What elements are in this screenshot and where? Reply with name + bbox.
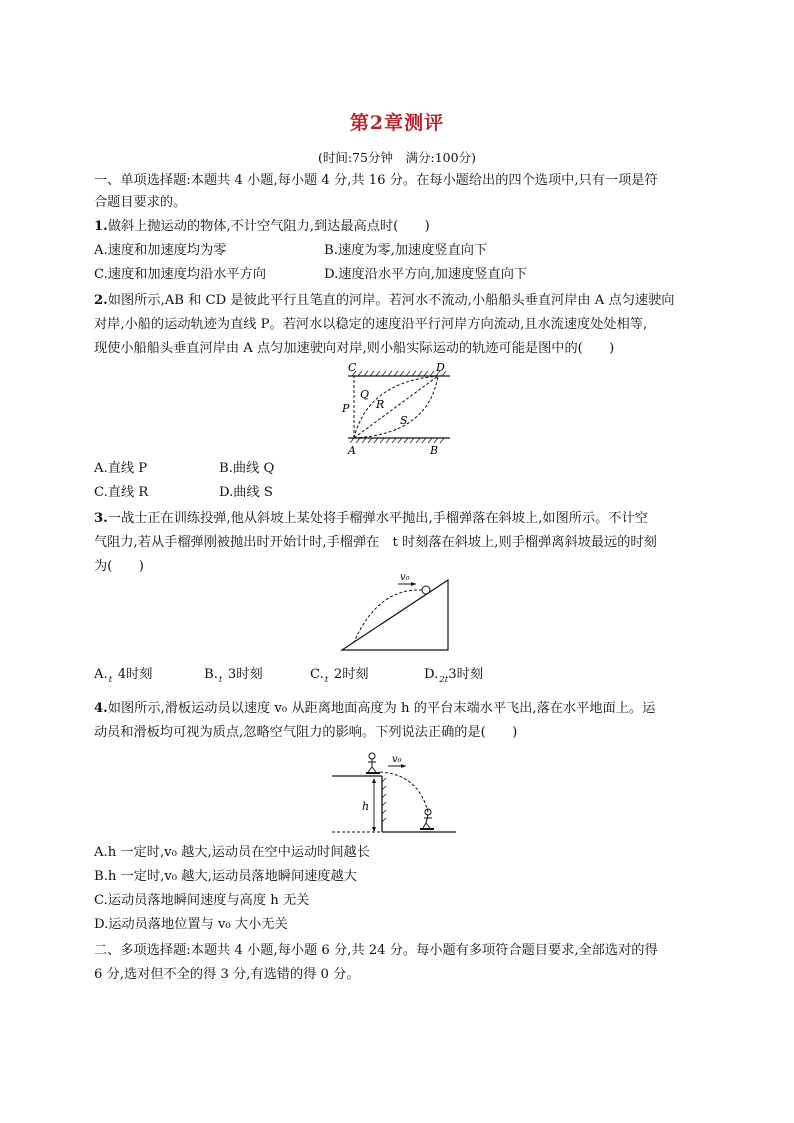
label-q: Q [360, 388, 370, 401]
label-v0-skate: v₀ [392, 754, 402, 765]
q4-number: 4. [94, 701, 108, 716]
q1-number: 1. [94, 219, 108, 234]
q1-text: 做斜上抛运动的物体,不计空气阻力,到达最高点时( ) [107, 219, 430, 234]
q4-option-a: A.h 一定时,v₀ 越大,运动员在空中运动时间越长 [94, 845, 370, 860]
q2-option-c: C.直线 R [94, 485, 149, 500]
section2-heading-line1: 二、多项选择题:本题共 4 小题,每小题 6 分,共 24 分。每小题有多项符合题目要求,全部选对的得 [94, 943, 658, 958]
q2-number: 2. [94, 293, 108, 308]
exam-info: (时间:75分钟 满分:100分) [318, 150, 476, 165]
q1-option-c: C.速度和加速度均沿水平方向 [94, 267, 267, 282]
label-s: S [400, 414, 408, 427]
section2-heading-line2: 6 分,选对但不全的得 3 分,有选错的得 0 分。 [94, 967, 360, 982]
q3-option-c: C. t 2时刻 [310, 667, 369, 685]
q4-stem-line1 [94, 698, 700, 720]
label-b: B [430, 444, 439, 457]
q3-stem-line2: 气阻力,若从手榴弹刚被抛出时开始计时,手榴弹在 t 时刻落在斜坡上,则手榴弹离斜坡最远的时刻 [94, 535, 657, 550]
label-d: D [436, 361, 445, 374]
river-diagram [338, 360, 458, 460]
label-c: C [348, 361, 357, 374]
q4-option-b: B.h 一定时,v₀ 越大,运动员落地瞬间速度越大 [94, 869, 357, 884]
q3-text-line1: 一战士正在训练投弹,他从斜坡上某处将手榴弹水平抛出,手榴弹落在斜坡上,如图所示。不计空 [107, 511, 648, 526]
q1-option-b: B.速度为零,加速度竖直向下 [324, 243, 488, 258]
q2-text-line1: 如图所示,AB 和 CD 是彼此平行且笔直的河岸。若河水不流动,小船船头垂直河岸由 A 点匀速驶向 [107, 293, 675, 308]
q1-stem [94, 216, 700, 238]
label-r: R [376, 398, 385, 411]
label-p: P [342, 402, 350, 415]
section1-heading-line2: 合题目要求的。 [94, 195, 187, 210]
q3-stem-line3: 为( ) [94, 559, 144, 574]
q3-number: 3. [94, 511, 108, 526]
q1-option-a: A.速度和加速度均为零 [94, 243, 227, 258]
q2-stem-line2: 对岸,小船的运动轨迹为直线 P。若河水以稳定的速度沿平行河岸方向流动,且水流速度处处相等, [94, 317, 648, 332]
label-a: A [348, 444, 356, 457]
q2-stem-line3: 现使小船船头垂直河岸由 A 点匀加速驶向对岸,则小船实际运动的轨迹可能是图中的( ) [94, 341, 615, 356]
slope-diagram [338, 572, 458, 654]
q2-option-b: B.曲线 Q [219, 461, 275, 476]
page-title: 第2章测评 [349, 112, 445, 134]
q4-option-c: C.运动员落地瞬间速度与高度 h 无关 [94, 893, 310, 908]
section1-heading-line1: 一、单项选择题:本题共 4 小题,每小题 4 分,共 16 分。在每小题给出的四个选项中,只有一项是符 [94, 173, 658, 188]
q2-option-a: A.直线 P [94, 461, 148, 476]
label-h: h [362, 800, 370, 813]
label-v0: v₀ [400, 572, 410, 583]
q1-option-d: D.速度沿水平方向,加速度竖直向下 [324, 267, 528, 282]
q4-stem-line2: 动员和滑板均可视为质点,忽略空气阻力的影响。下列说法正确的是( ) [94, 725, 518, 740]
q3-stem-line1 [94, 508, 700, 530]
q3-option-a: A. t 4时刻 [94, 667, 153, 685]
q4-option-d: D.运动员落地位置与 v₀ 大小无关 [94, 917, 288, 932]
skateboard-diagram [328, 746, 460, 838]
q2-option-d: D.曲线 S [219, 485, 273, 500]
q4-text-line1: 如图所示,滑板运动员以速度 v₀ 从距离地面高度为 h 的平台末端水平飞出,落在水平地面上。运 [107, 701, 656, 716]
q3-option-b: B. t 3时刻 [204, 667, 263, 685]
q2-stem-line1 [94, 290, 700, 312]
q3-option-d: D. 2t 3时刻 [424, 667, 484, 685]
